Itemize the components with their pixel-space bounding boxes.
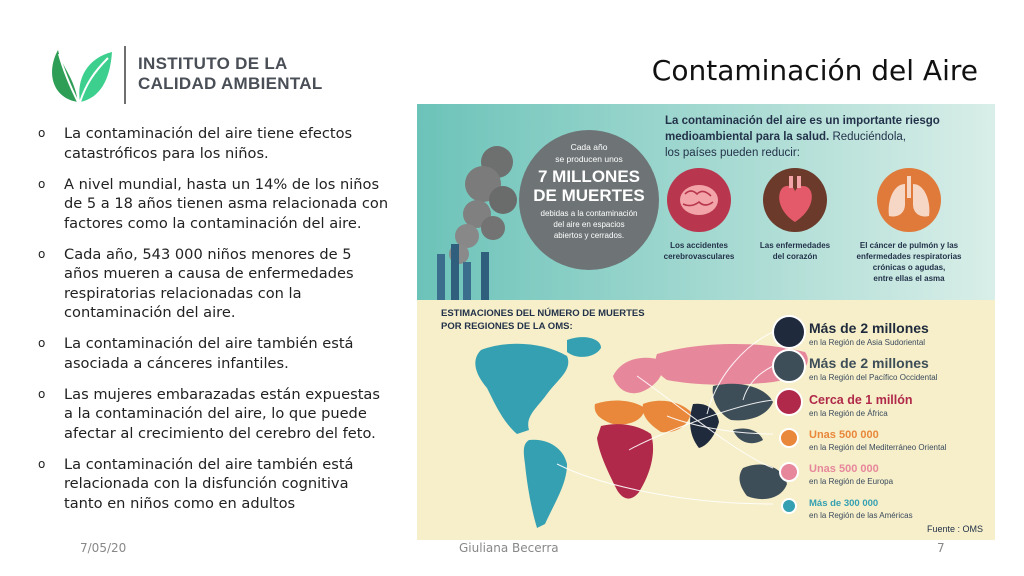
bullet-text: La contaminación del aire también está relacionada con la disfunción cognitiva tanto en niños como en adultos <box>64 455 354 512</box>
risk-label-line: enfermedades respiratorias <box>856 252 962 261</box>
risk-label-line: crónicas o agudas, <box>872 263 946 272</box>
bullet-item <box>38 175 390 234</box>
bullet-marker: o <box>38 386 46 401</box>
logo-line-2: CALIDAD AMBIENTAL <box>138 74 323 93</box>
bullet-marker: o <box>38 126 46 140</box>
bullet-item <box>38 124 390 163</box>
headline-line-3: los países pueden reducir: <box>665 147 800 159</box>
headline-line-2: medioambiental para la salud. Reduciéndola, <box>665 131 906 143</box>
bullet-marker: o <box>38 456 46 471</box>
brain-icon <box>667 168 731 232</box>
region-dot <box>773 316 805 348</box>
headline-line-1: La contaminación del aire es un importante riesgo <box>665 115 940 127</box>
slide-title: Contaminación del Aire <box>651 54 978 87</box>
risk-label-line: entre ellas el asma <box>873 274 945 283</box>
region-dot <box>780 463 798 481</box>
circle-line-1: Cada año <box>570 142 608 152</box>
bullet-text: La contaminación del aire tiene efectos catastróficos para los niños. <box>64 125 353 162</box>
circle-big-2: DE MUERTES <box>533 186 645 205</box>
circle-line-4: del aire en espacios <box>553 220 625 229</box>
bullet-text: La contaminación del aire también está asociada a cánceres infantiles. <box>64 335 354 372</box>
infographic-canvas <box>417 104 995 540</box>
footer-date: 7/05/20 <box>80 541 127 555</box>
footer-author: Giuliana Becerra <box>459 541 559 555</box>
region-value: Cerca de 1 millón <box>809 393 913 407</box>
circle-line-3: debidas a la contaminación <box>540 209 638 218</box>
region-value: Más de 2 millones <box>809 355 929 371</box>
leaf-logo-icon <box>44 42 116 106</box>
region-dot <box>776 389 802 415</box>
risk-label-line: cerebrovasculares <box>663 252 735 261</box>
region-value: Más de 2 millones <box>809 320 929 336</box>
region-dot <box>773 350 805 382</box>
bullet-text: Cada año, 543 000 niños menores de 5 años mueren a causa de enfermedades respiratorias relacionadas con la contaminación del aire. <box>64 245 354 321</box>
region-name: en la Región de África <box>809 409 888 418</box>
risk-label-line: Las enfermedades <box>759 241 831 250</box>
page-number: 7 <box>937 541 945 555</box>
region-dot <box>780 429 798 447</box>
source-note: Fuente : OMS <box>926 524 983 534</box>
region-name: en la Región del Pacífico Occidental <box>809 373 938 382</box>
heart-icon <box>763 168 827 232</box>
institute-logo <box>44 42 344 106</box>
region-value: Unas 500 000 <box>809 463 879 475</box>
bullet-marker: o <box>38 336 46 350</box>
region-dot <box>782 499 796 513</box>
regions-title-line-1: ESTIMACIONES DEL NÚMERO DE MUERTES <box>441 308 645 319</box>
bullet-item <box>38 245 390 323</box>
bullet-item <box>38 455 390 514</box>
logo-divider <box>124 46 126 104</box>
risk-label-line: Los accidentes <box>670 241 728 250</box>
region-name: en la Región del Mediterráneo Oriental <box>809 443 947 452</box>
region-value: Más de 300 000 <box>809 498 879 509</box>
bullet-text: Las mujeres embarazadas están expuestas a la contaminación del aire, lo que puede afectar al crecimiento del cerebro del feto. <box>64 385 380 442</box>
regions-title-line-2: POR REGIONES DE LA OMS: <box>441 321 573 332</box>
risk-label-line: El cáncer de pulmón y las <box>859 241 959 250</box>
logo-line-1: INSTITUTO DE LA <box>138 54 288 73</box>
bullet-text: A nivel mundial, hasta un 14% de los niños de 5 a 18 años tienen asma relacionada con factores como la contaminación del aire. <box>64 175 389 232</box>
region-name: en la Región de las Américas <box>809 511 913 520</box>
region-name: en la Región de Europa <box>809 477 894 486</box>
bullet-item <box>38 385 390 444</box>
bullet-item <box>38 334 390 373</box>
bullet-marker: o <box>38 246 46 261</box>
circle-line-5: abiertos y cerrados. <box>553 231 625 240</box>
bullet-marker: o <box>38 176 46 191</box>
circle-big-1: 7 MILLONES <box>537 167 641 186</box>
infographic <box>417 104 995 540</box>
bullet-list <box>38 124 390 525</box>
circle-line-2: se producen unos <box>555 154 623 164</box>
lungs-icon <box>877 168 941 232</box>
region-value: Unas 500 000 <box>809 429 879 441</box>
region-name: en la Región de Asia Sudoriental <box>809 338 926 347</box>
risk-label-line: del corazón <box>772 252 818 261</box>
